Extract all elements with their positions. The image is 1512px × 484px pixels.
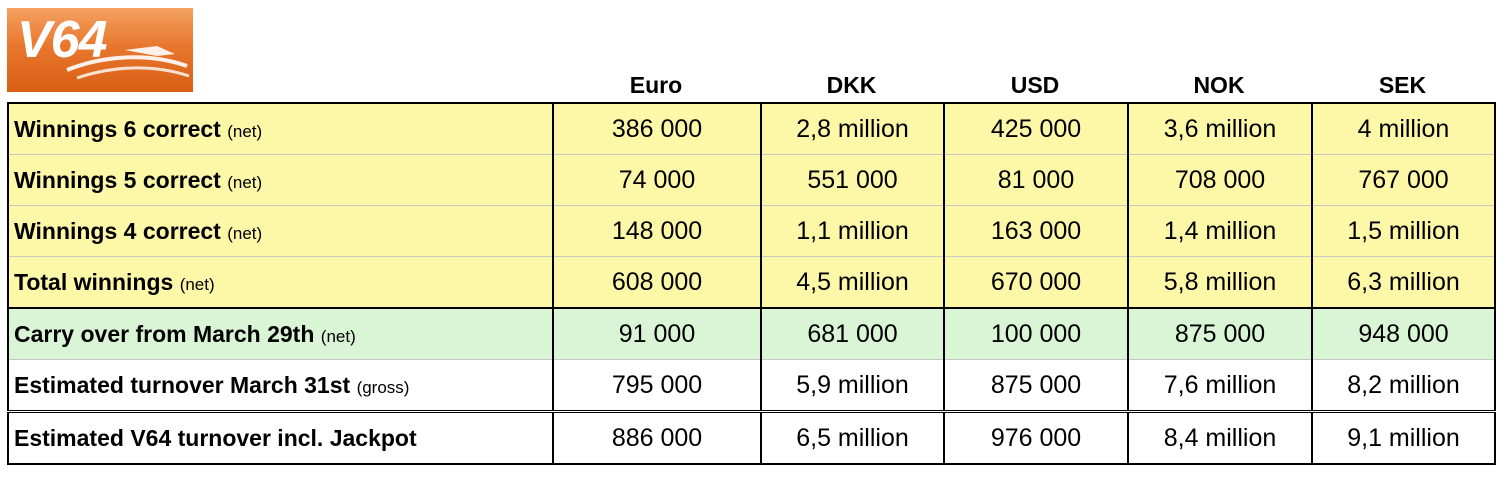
cell-nok: 875 000 — [1128, 308, 1312, 360]
header-dkk: DKK — [826, 71, 877, 98]
table-row — [8, 412, 1495, 465]
cell-sek: 6,3 million — [1312, 257, 1495, 309]
cell-dkk: 681 000 — [761, 308, 944, 360]
cell-nok: 7,6 million — [1128, 360, 1312, 412]
table-row — [8, 206, 1495, 257]
cell-dkk: 6,5 million — [761, 412, 944, 465]
table-row — [8, 257, 1495, 309]
header-sek: SEK — [1378, 71, 1427, 98]
cell-usd: 100 000 — [944, 308, 1128, 360]
cell-sek: 1,5 million — [1312, 206, 1495, 257]
row-label: Estimated turnover March 31st (gross) — [8, 360, 553, 412]
cell-usd: 875 000 — [944, 360, 1128, 412]
header-usd: USD — [1010, 71, 1060, 98]
cell-nok: 5,8 million — [1128, 257, 1312, 309]
table-row — [8, 308, 1495, 360]
cell-dkk: 4,5 million — [761, 257, 944, 309]
header-nok: NOK — [1193, 71, 1245, 98]
row-label: Carry over from March 29th (net) — [8, 308, 553, 360]
cell-dkk: 1,1 million — [761, 206, 944, 257]
cell-sek: 8,2 million — [1312, 360, 1495, 412]
cell-usd: 163 000 — [944, 206, 1128, 257]
cell-euro: 795 000 — [553, 360, 761, 412]
cell-euro: 386 000 — [553, 103, 761, 155]
cell-usd: 425 000 — [944, 103, 1128, 155]
cell-sek: 9,1 million — [1312, 412, 1495, 465]
cell-euro: 74 000 — [553, 155, 761, 206]
row-label: Winnings 4 correct (net) — [8, 206, 553, 257]
cell-nok: 3,6 million — [1128, 103, 1312, 155]
cell-usd: 81 000 — [944, 155, 1128, 206]
logo-text: V64 — [17, 11, 107, 69]
row-label: Total winnings (net) — [8, 257, 553, 309]
cell-nok: 8,4 million — [1128, 412, 1312, 465]
cell-nok: 708 000 — [1128, 155, 1312, 206]
row-label: Winnings 6 correct (net) — [8, 103, 553, 155]
cell-usd: 976 000 — [944, 412, 1128, 465]
table-row — [8, 155, 1495, 206]
cell-dkk: 5,9 million — [761, 360, 944, 412]
cell-euro: 608 000 — [553, 257, 761, 309]
table-row — [8, 360, 1495, 412]
cell-sek: 767 000 — [1312, 155, 1495, 206]
row-label: Estimated V64 turnover incl. Jackpot — [8, 412, 553, 465]
cell-dkk: 551 000 — [761, 155, 944, 206]
cell-usd: 670 000 — [944, 257, 1128, 309]
cell-sek: 4 million — [1312, 103, 1495, 155]
cell-euro: 91 000 — [553, 308, 761, 360]
column-headers — [0, 68, 1512, 102]
header-euro: Euro — [629, 71, 683, 98]
cell-dkk: 2,8 million — [761, 103, 944, 155]
row-label: Winnings 5 correct (net) — [8, 155, 553, 206]
table-row — [8, 103, 1495, 155]
cell-euro: 886 000 — [553, 412, 761, 465]
winnings-table — [7, 102, 1496, 465]
cell-sek: 948 000 — [1312, 308, 1495, 360]
cell-nok: 1,4 million — [1128, 206, 1312, 257]
cell-euro: 148 000 — [553, 206, 761, 257]
